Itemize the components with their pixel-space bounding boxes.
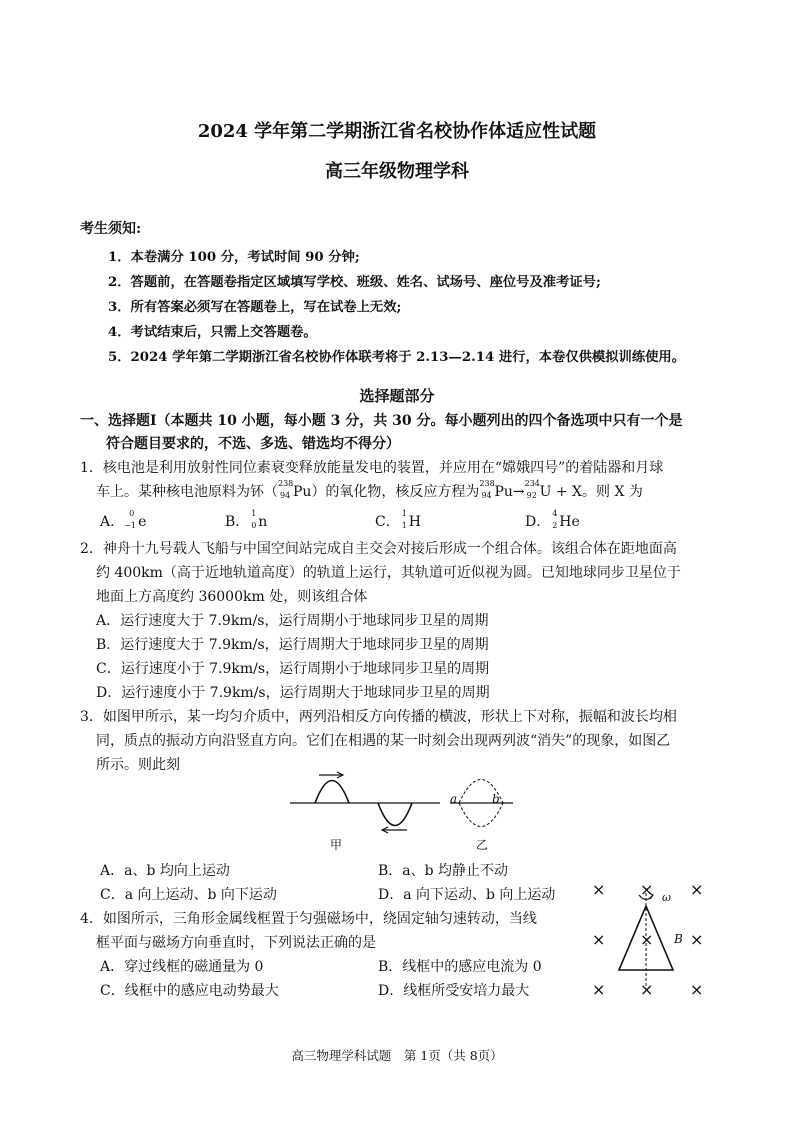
q1-text-b: ）的氧化物，核反应方程为 [311, 484, 480, 500]
option-mass: 0 [129, 509, 135, 518]
field-cross-icon: × [690, 880, 704, 899]
notice-item: 5．2024 学年第二学期浙江省名校协作体联考将于 2.13—2.14 进行，本卷仅供模拟训练使用。 [108, 350, 686, 365]
q2-line3: 地面上方高度约 36000km 处，则该组合体 [96, 589, 368, 605]
section-title: 选择题部分 [359, 387, 435, 405]
q2-option-b[interactable]: B．运行速度大于 7.9km/s，运行周期大于地球同步卫星的周期 [96, 637, 489, 653]
nuclide-pu-eq [479, 480, 512, 504]
q4-option-c[interactable]: C．线框中的感应电动势最大 [100, 983, 279, 999]
notice-item: 3．所有答案必须写在答题卷上，写在试卷上无效; [108, 300, 402, 315]
q3-wave-figure [285, 768, 525, 858]
pu-mass: 238 [278, 479, 294, 488]
option-z: −1 [124, 521, 136, 530]
q3-option-c[interactable]: C．a 向上运动、b 向下运动 [100, 887, 277, 903]
option-symbol: n [258, 514, 268, 530]
plus-x: + X [551, 484, 583, 500]
upper-wave [315, 781, 349, 804]
field-cross-icon: × [690, 980, 704, 999]
field-cross-icon: × [592, 880, 606, 899]
q3-option-b[interactable]: B．a、b 均静止不动 [378, 863, 509, 879]
option-z: 2 [552, 521, 558, 530]
u-z: 92 [526, 491, 537, 500]
q2-line2: 约 400km（高于近地轨道高度）的轨道上运行，其轨道可近似视为圆。已知地球同步卫星位于 [96, 565, 681, 581]
question-2 [80, 537, 720, 705]
q3-line2: 同，质点的振动方向沿竖直方向。它们在相遇的某一时刻会出现两列波“消失”的现象，如图乙 [96, 733, 671, 749]
point-a-label: a [450, 792, 458, 806]
option-z: 1 [401, 521, 407, 530]
point-b-label: b [492, 792, 500, 806]
question-4 [80, 907, 580, 955]
nuclide-pu [278, 480, 311, 504]
q4-option-b[interactable]: B．线框中的感应电流为 0 [378, 959, 542, 975]
fig-jia-label: 甲 [330, 838, 343, 852]
field-b-label: B [674, 932, 683, 946]
q3-option-d[interactable]: D．a 向下运动、b 向上运动 [378, 887, 556, 903]
field-cross-icon: × [640, 930, 654, 949]
option-symbol: H [408, 514, 421, 530]
q3-options [100, 859, 580, 911]
q1-option-c[interactable] [375, 511, 421, 531]
option-symbol: e [138, 514, 147, 530]
option-mass: 1 [401, 509, 407, 518]
field-cross-icon: × [640, 880, 654, 899]
q2-option-a[interactable]: A．运行速度大于 7.9km/s，运行周期小于地球同步卫星的周期 [96, 613, 489, 629]
pu-symbol: Pu [494, 484, 513, 500]
notice-item: 4．考试结束后，只需上交答题卷。 [108, 325, 317, 340]
omega-label: ω [662, 891, 671, 904]
option-symbol: He [559, 514, 580, 530]
exam-title: 2024 学年第二学期浙江省名校协作体适应性试题 [197, 121, 597, 142]
q1-option-a[interactable] [100, 511, 146, 531]
q1-text-a: 车上。某种核电池原料为钚（ [96, 484, 278, 500]
q1-options [100, 511, 700, 535]
exam-subtitle: 高三年级物理学科 [325, 161, 469, 182]
pu-z: 94 [481, 491, 492, 500]
q1-option-d[interactable] [525, 511, 580, 531]
field-cross-icon: × [640, 980, 654, 999]
q3-option-a[interactable]: A．a、b 均向上运动 [100, 863, 230, 879]
option-mass: 4 [552, 509, 558, 518]
q1-line2 [80, 480, 720, 504]
field-cross-icon: × [592, 930, 606, 949]
q4-option-d[interactable]: D．线框所受安培力最大 [378, 983, 530, 999]
part-heading-line1: 一、选择题Ⅰ（本题共 10 小题，每小题 3 分，共 30 分。每小题列出的四个备选项中只有一个是 [80, 413, 683, 429]
q4-option-a[interactable]: A．穿过线框的磁通量为 0 [100, 959, 264, 975]
dashed-lower [459, 803, 503, 827]
pu-z: 94 [280, 491, 291, 500]
question-3 [80, 705, 720, 777]
field-cross-icon: × [592, 980, 606, 999]
arrow-icon: → [512, 484, 525, 500]
q3-line3: 所示。则此刻 [96, 757, 180, 773]
field-cross-icon: × [690, 930, 704, 949]
u-mass: 234 [524, 479, 540, 488]
q4-line1: 4．如图所示，三角形金属线框置于匀强磁场中，绕固定轴匀速转动，当线 [80, 911, 537, 927]
q3-line1: 3．如图甲所示，某一均匀介质中，两列沿相反方向传播的横波，形状上下对称，振幅和波长均相 [80, 709, 677, 725]
q2-line1: 2．神舟十九号载人飞船与中国空间站完成自主交会对接后形成一个组合体。该组合体在距地面高 [80, 541, 677, 557]
q2-option-d[interactable]: D．运行速度小于 7.9km/s，运行周期大于地球同步卫星的周期 [96, 685, 490, 701]
lower-wave [378, 803, 412, 826]
u-symbol: U [539, 484, 552, 500]
option-letter: A． [100, 514, 125, 530]
question-1 [80, 456, 720, 504]
part-heading-line2: 符合题目要求的，不选、多选、错选均不得分） [106, 436, 400, 452]
option-letter: B． [225, 514, 250, 530]
pu-mass: 238 [479, 479, 495, 488]
q1-line1: 1．核电池是利用放射性同位素衰变释放能量发电的装置，并应用在“嫦娥四号”的着陆器和月球 [80, 460, 664, 476]
part-heading [80, 410, 730, 456]
notice-heading: 考生须知: [80, 221, 142, 237]
pu-symbol: Pu [293, 484, 312, 500]
page-footer: 高三物理学科试题 第 1页（共 8页） [291, 1048, 503, 1063]
nuclide-u [525, 480, 552, 504]
q4-line2: 框平面与磁场方向垂直时，下列说法正确的是 [96, 935, 376, 951]
option-mass: 1 [251, 509, 257, 518]
q2-option-c[interactable]: C．运行速度小于 7.9km/s，运行周期小于地球同步卫星的周期 [96, 661, 490, 677]
option-z: 0 [251, 521, 257, 530]
q1-option-b[interactable] [225, 511, 267, 531]
q4-options [100, 955, 580, 1005]
notice-item: 1．本卷满分 100 分，考试时间 90 分钟; [108, 250, 360, 265]
fig-yi-label: 乙 [476, 838, 489, 852]
option-letter: D． [525, 514, 551, 530]
option-letter: C． [375, 514, 400, 530]
notice-item: 2．答题前，在答题卷指定区域填写学校、班级、姓名、试场号、座位号及准考证号; [108, 275, 601, 290]
q1-text-c: 。则 X 为 [582, 484, 643, 500]
